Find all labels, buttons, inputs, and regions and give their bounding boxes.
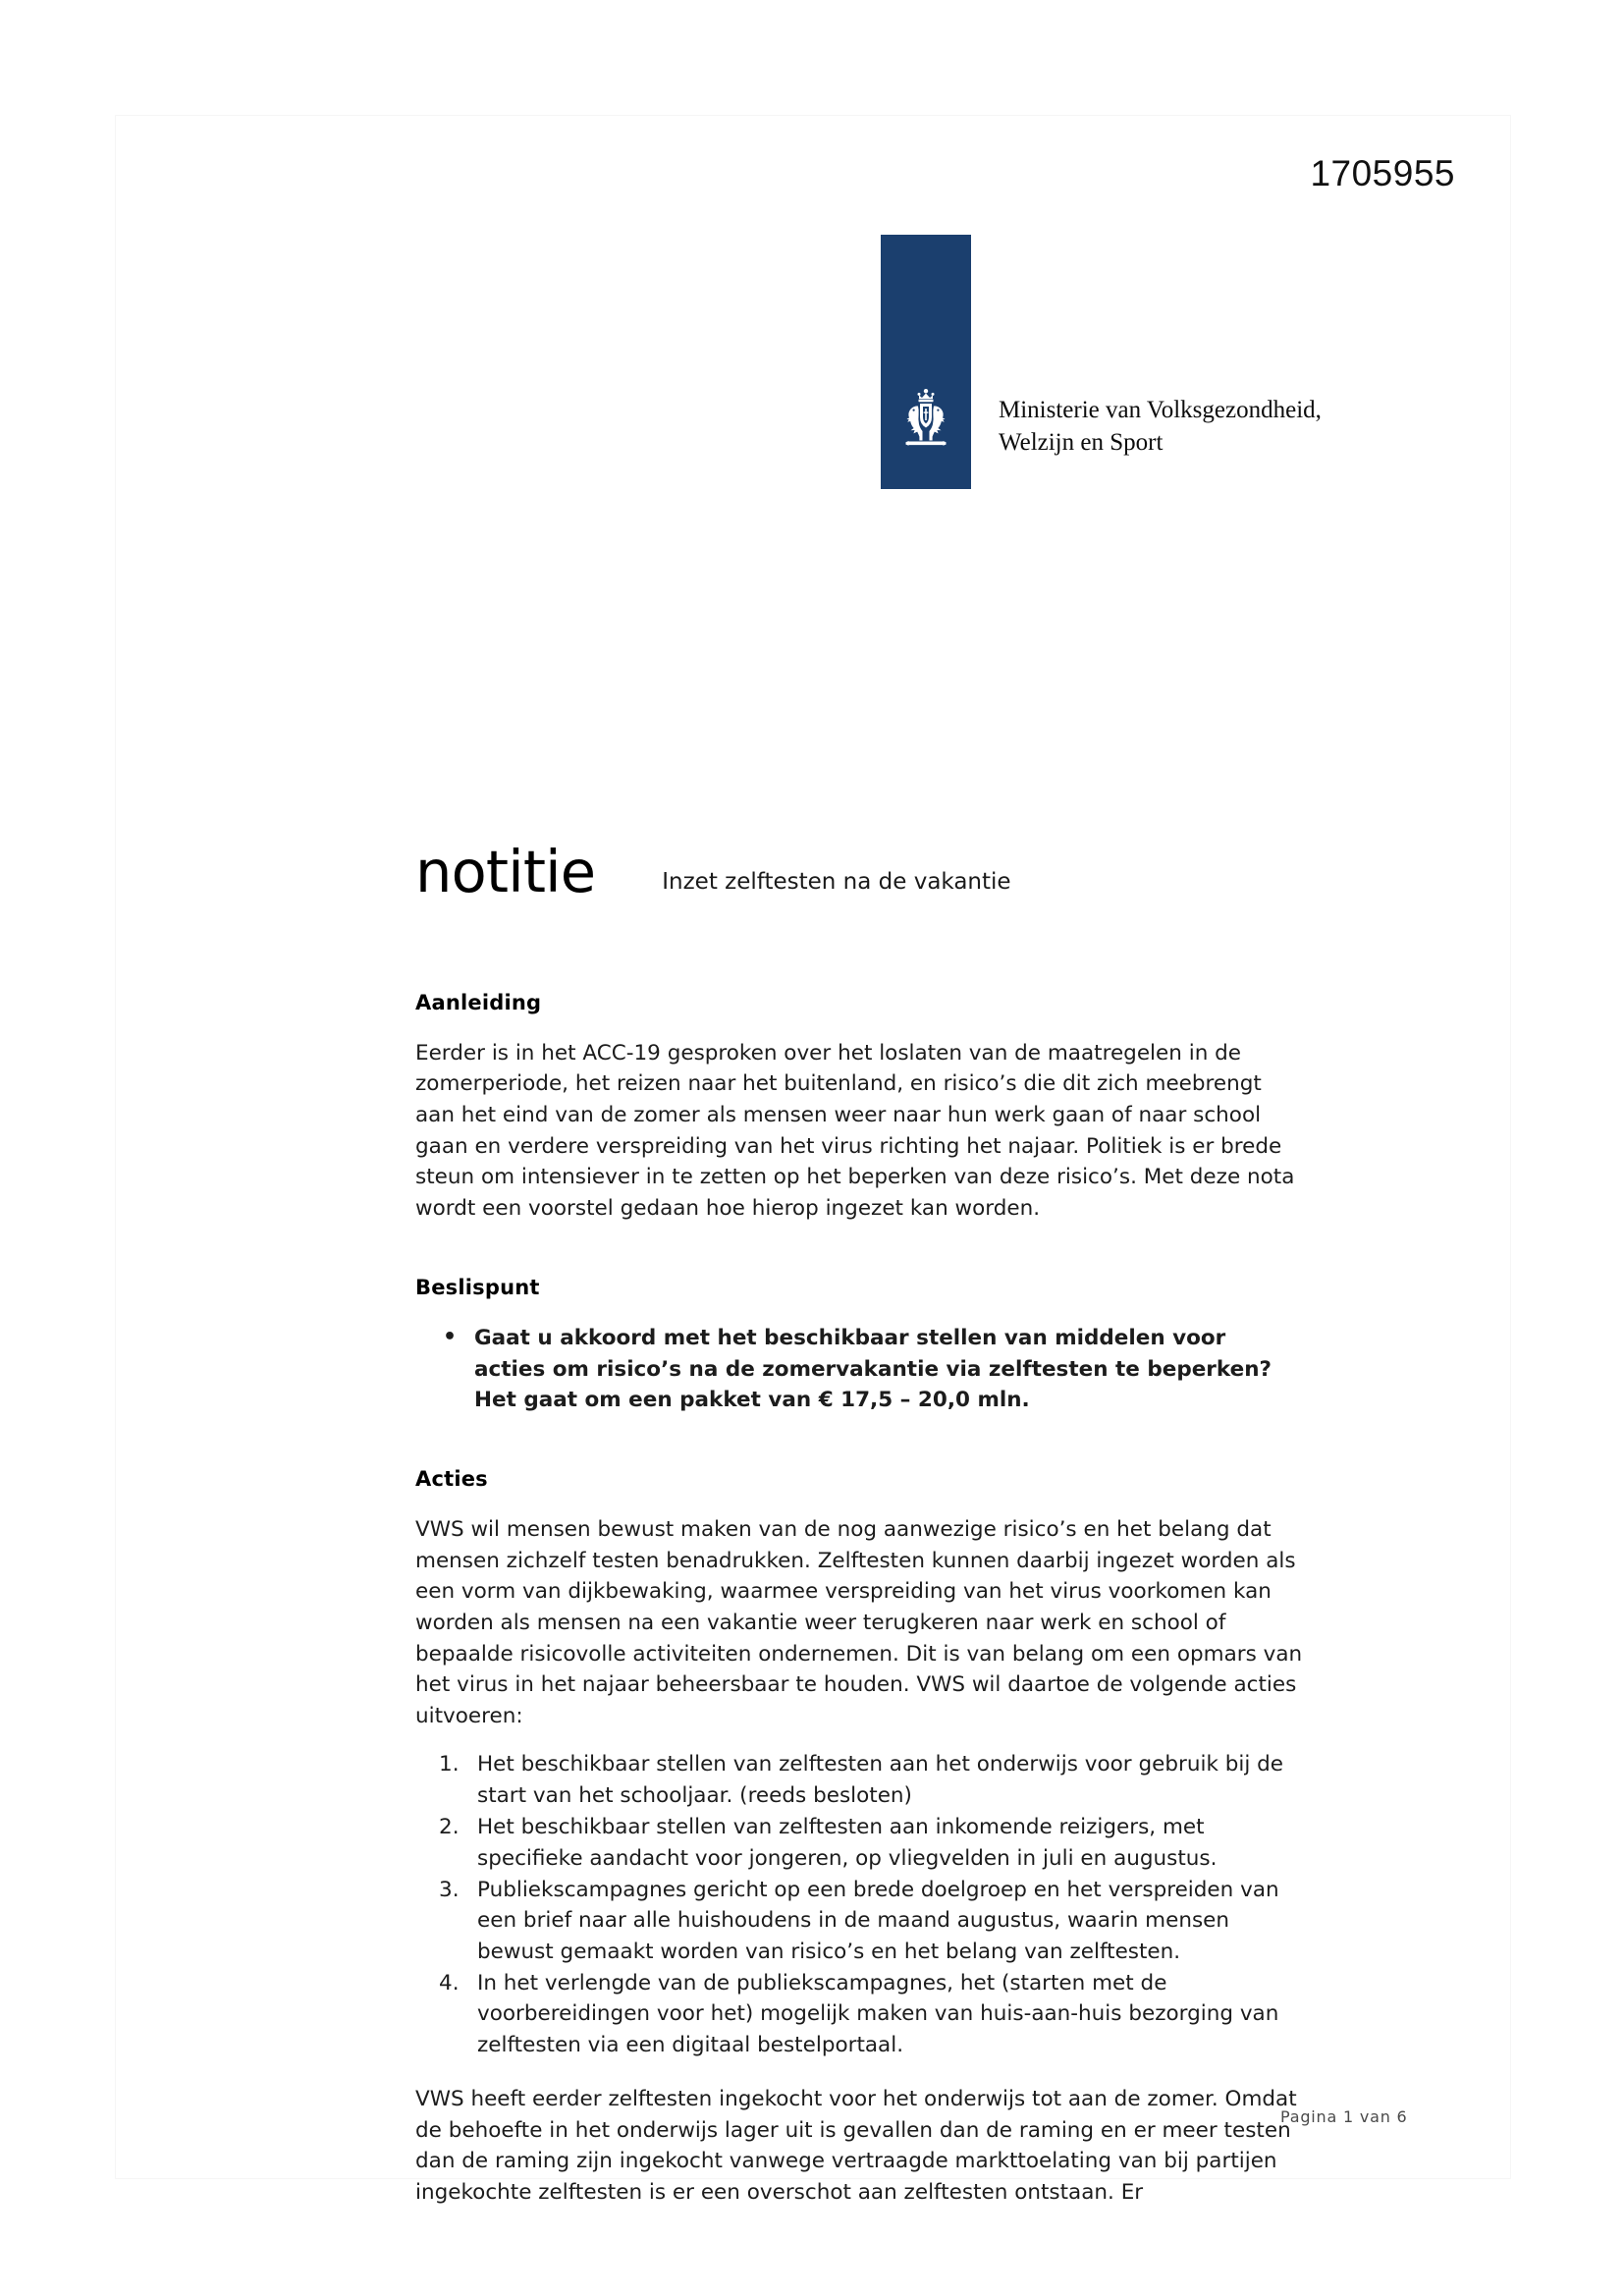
heading-beslispunt: Beslispunt — [415, 1276, 540, 1300]
ministry-name-line2: Welzijn en Sport — [999, 429, 1164, 456]
paragraph-acties-closing: VWS heeft eerder zelftesten ingekocht voor het onderwijs tot aan de zomer. Omdat de behoefte in het onderwijs lager uit is gevallen dan de raming en er meer testen dan de raming zijn ingekocht vanwege vertraagde markttoelating van bij partijen ingekochte zelftesten is er een overschot aan zelftesten ontstaan. Er — [415, 2087, 1297, 2205]
document-title-row — [415, 838, 1397, 905]
heading-acties: Acties — [415, 1467, 488, 1492]
list-item: In het verlengde van de publiekscampagnes, het (starten met de voorbereidingen voor het) mogelijk maken van huis-aan-huis bezorging van zelftesten via een digitaal bestelportaal. — [477, 1971, 1279, 2057]
beslispunt-list — [415, 1323, 1304, 1415]
ministry-name-line1: Ministerie van Volksgezondheid, — [999, 397, 1322, 423]
paragraph-aanleiding: Eerder is in het ACC-19 gesproken over het loslaten van de maatregelen in de zomerperiode, het reizen naar het buitenland, en risico’s die dit zich meebrengt aan het eind van de zomer als mensen weer naar hun werk gaan of naar school gaan en verdere verspreiding van het virus richting het najaar. Politiek is er brede steun om intensiever in te zetten op het beperken van deze risico’s. Met deze nota wordt een voorstel gedaan hoe hierop ingezet kan worden. — [415, 1040, 1295, 1221]
document-number: 1705955 — [1310, 153, 1455, 193]
list-item: • Gaat u akkoord met het beschikbaar stellen van middelen voor acties om risico’s na de zomervakantie via zelftesten te beperken? Het gaat om een pakket van € 17,5 – 20,0 mln. — [415, 1323, 1304, 1415]
list-item: Het beschikbaar stellen van zelftesten aan het onderwijs voor gebruik bij de start van het schooljaar. (reeds besloten) — [477, 1752, 1284, 1808]
ministry-logo — [881, 235, 1322, 489]
page-title: notitie — [415, 838, 596, 905]
paragraph-acties-intro: VWS wil mensen bewust maken van de nog aanwezige risico’s en het belang dat mensen zichzelf testen benadrukken. Zelftesten kunnen daarbij ingezet worden als een vorm van dijkbewaking, waarmee verspreiding van het virus voorkomen kan worden als mensen na een vakantie weer terugkeren naar werk en school of bepaalde risicovolle activiteiten ondernemen. Dit is van belang om een opmars van het virus in het najaar beheersbaar te houden. VWS wil daartoe de volgende acties uitvoeren: — [415, 1517, 1303, 1728]
list-item: Publiekscampagnes gericht op een brede doelgroep en het verspreiden van een brief naar alle huishoudens in de maand augustus, waarin mensen bewust gemaakt worden van risico’s en het belang van zelftesten. — [477, 1877, 1279, 1964]
heading-aanleiding: Aanleiding — [415, 991, 542, 1014]
document-body — [415, 988, 1304, 2218]
page-subtitle: Inzet zelftesten na de vakantie — [662, 869, 1011, 895]
ministry-name — [999, 394, 1322, 459]
logo-blue-bar — [881, 235, 971, 489]
page-footer: Pagina 1 van 6 — [1280, 2107, 1408, 2126]
dutch-coat-of-arms-icon — [896, 388, 955, 453]
document-page — [116, 116, 1510, 2205]
list-item: Het beschikbaar stellen van zelftesten aan inkomende reizigers, met specifieke aandacht voor jongeren, op vliegvelden in juli en augustus. — [477, 1815, 1218, 1871]
acties-numbered-list — [415, 1749, 1304, 2060]
